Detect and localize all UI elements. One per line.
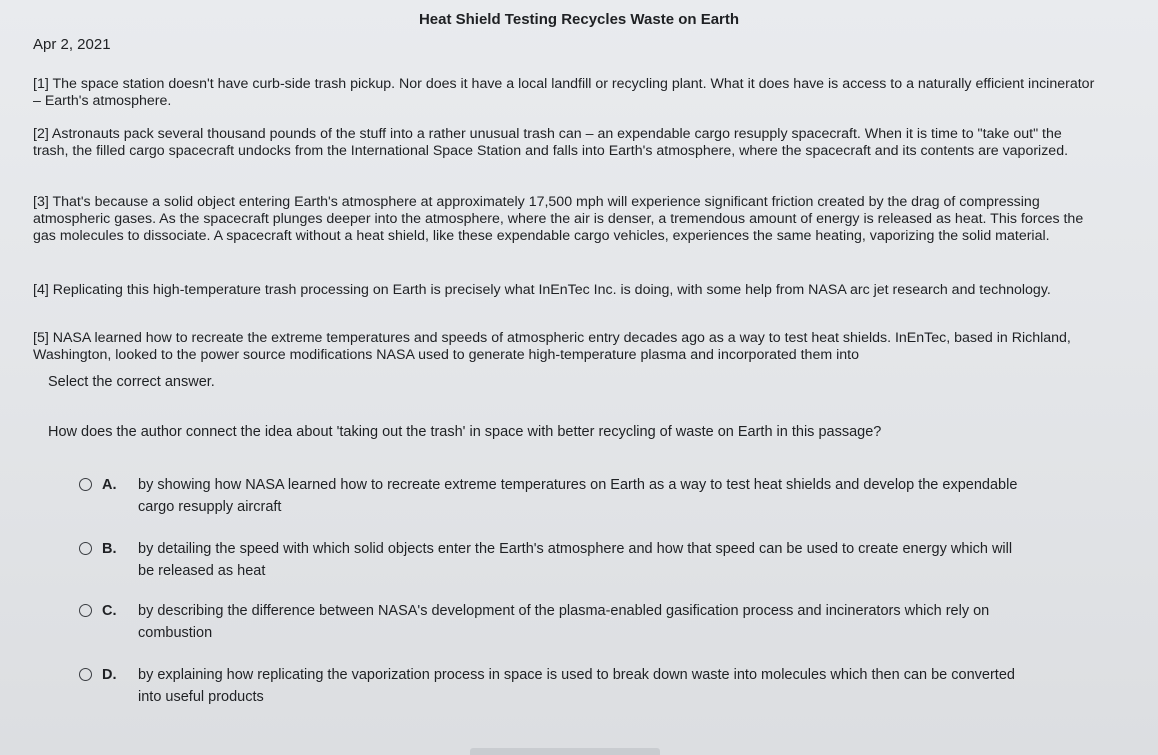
radio-button-b[interactable] [79,542,92,555]
radio-button-a[interactable] [79,478,92,491]
answer-option-d[interactable] [79,664,1039,708]
option-text-a: by showing how NASA learned how to recreate extreme temperatures on Earth as a way to test heat shields and develop the expendable cargo resupply aircraft [138,477,1018,515]
reading-passage[interactable] [0,0,1158,370]
passage-paragraph-1: [1] The space station doesn't have curb-side trash pickup. Nor does it have a local landfill or recycling plant. What it does have is access to a naturally efficient incinerator – Earth's atmosphere. [33,76,1095,110]
passage-paragraph-5: [5] NASA learned how to recreate the extreme temperatures and speeds of atmospheric entry decades ago as a way to test heat shields. InEnTec, based in Richland, Washington, looked to the power source modifications NASA used to generate high-temperature plasma and incorporated them into [33,330,1071,364]
passage-paragraph-3: [3] That's because a solid object entering Earth's atmosphere at approximately 17,500 mph will experience significant friction created by the drag of compressing atmospheric gases. As the spacecraft plunges deeper into the atmosphere, where the air is denser, a tremendous amount of energy is released as heat. This forces the gas molecules to dissociate. A spacecraft without a heat shield, like these expendable cargo vehicles, experiences the same heating, vaporizing the solid material. [33,194,1084,245]
answer-option-b[interactable] [79,538,1039,582]
passage-paragraph-4: [4] Replicating this high-temperature trash processing on Earth is precisely what InEnTec Inc. is doing, with some help from NASA arc jet research and technology. [33,282,1051,298]
answer-option-c[interactable] [79,600,1039,644]
bottom-nav-tab[interactable] [470,748,660,755]
question-text: How does the author connect the idea about 'taking out the trash' in space with better recycling of waste on Earth in this passage? [48,424,882,440]
radio-button-c[interactable] [79,604,92,617]
option-text-d: by explaining how replicating the vaporization process in space is used to break down waste into molecules which then can be converted into useful products [138,667,1015,705]
answer-instruction: Select the correct answer. [48,374,215,390]
radio-button-d[interactable] [79,668,92,681]
option-text-c: by describing the difference between NASA's development of the plasma-enabled gasification process and incinerators which rely on combustion [138,603,990,641]
passage-date: Apr 2, 2021 [33,36,111,53]
option-letter-d: D. [102,667,117,683]
option-letter-b: B. [102,541,117,557]
option-text-b: by detailing the speed with which solid objects enter the Earth's atmosphere and how that speed can be used to create energy which will be released as heat [138,541,1013,579]
option-letter-c: C. [102,603,117,619]
answer-option-a[interactable] [79,474,1039,518]
passage-title: Heat Shield Testing Recycles Waste on Earth [418,11,740,28]
option-letter-a: A. [102,477,117,493]
passage-paragraph-2: [2] Astronauts pack several thousand pounds of the stuff into a rather unusual trash can – an expendable cargo resupply spacecraft. When it is time to "take out" the trash, the filled cargo spacecraft undocks from the International Space Station and falls into Earth's atmosphere, where the spacecraft and its contents are vaporized. [33,126,1069,160]
